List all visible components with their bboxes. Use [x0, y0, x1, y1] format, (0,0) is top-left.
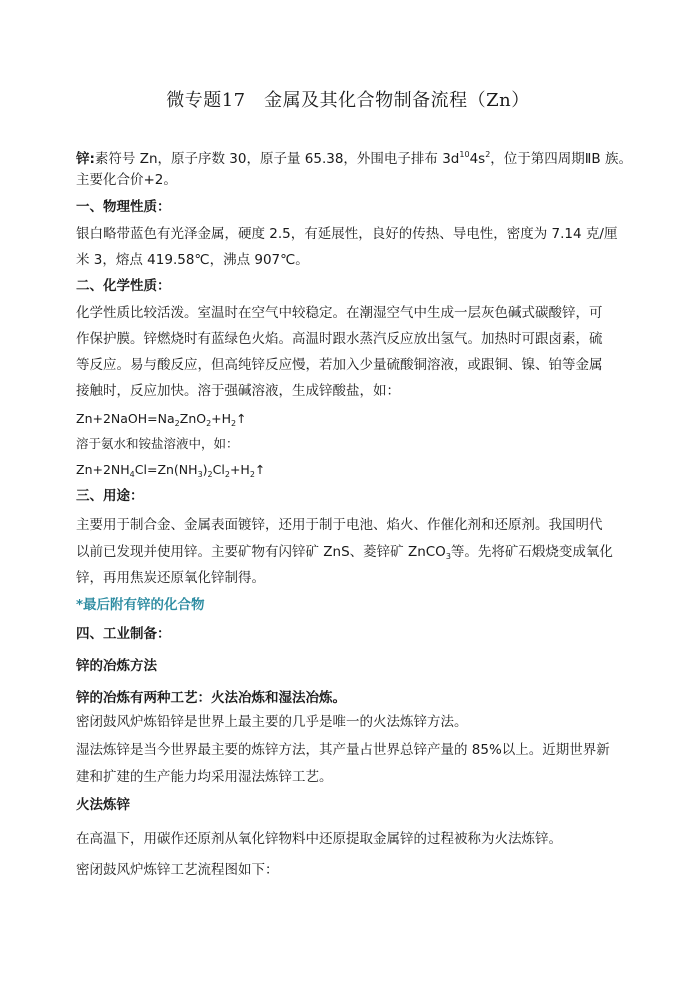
- smelting-line-3: 湿法炼锌是当今世界最主要的炼锌方法，其产量占世界总锌产量的 85%以上。近期世界新: [76, 742, 610, 758]
- chemical-line-5: 溶于氨水和铵盐溶液中，如：: [76, 436, 239, 451]
- subheading-smelting-methods: 锌的冶炼方法: [76, 658, 157, 674]
- chemical-line-4: 接触时，反应加快。溶于强碱溶液，生成锌酸盐，如：: [76, 383, 400, 399]
- chemical-line-2: 作保护膜。锌燃烧时有蓝绿色火焰。高温时跟水蒸汽反应放出氢气。加热时可跟卤素，硫: [76, 331, 603, 347]
- uses-line-3: 锌，再用焦炭还原氧化锌制得。: [76, 570, 265, 586]
- equation-nh4cl: $Zn+2NH_4Cl=Zn(NH_3)_2Cl_2+H_2↑$: [76, 462, 266, 479]
- uses-line-1: 主要用于制合金、金属表面镀锌，还用于制于电池、焰火、作催化剂和还原剂。我国明代: [76, 517, 603, 533]
- section-heading-physical: 一、物理性质：: [76, 199, 171, 215]
- chemical-line-3: 等反应。易与酸反应，但高纯锌反应慢，若加入少量硫酸铜溶液，或跟铜、镍、铂等金属: [76, 357, 603, 373]
- page-title: 微专题17 金属及其化合物制备流程（Zn）: [166, 90, 530, 111]
- pyro-line-2: 密闭鼓风炉炼锌工艺流程图如下：: [76, 862, 279, 878]
- smelting-line-2: 密闭鼓风炉炼铅锌是世界上最主要的几乎是唯一的火法炼锌方法。: [76, 714, 468, 730]
- pyro-line-1: 在高温下，用碳作还原剂从氧化锌物料中还原提取金属锌的过程被称为火法炼锌。: [76, 831, 562, 847]
- chemical-line-1: 化学性质比较活泼。室温时在空气中较稳定。在潮湿空气中生成一层灰色碱式碳酸锌，可: [76, 305, 603, 321]
- section-heading-uses: 三、用途：: [76, 488, 144, 504]
- smelting-line-4: 建和扩建的生产能力均采用湿法炼锌工艺。: [76, 769, 333, 785]
- physical-line-2: 米 3，熔点 419.58℃，沸点 907℃。: [76, 252, 309, 268]
- element-label: 锌:: [76, 151, 95, 167]
- section-heading-industrial: 四、工业制备：: [76, 626, 171, 642]
- subheading-pyrometallurgy: 火法炼锌: [76, 797, 130, 813]
- section-heading-chemical: 二、化学性质：: [76, 278, 171, 294]
- appendix-note: *最后附有锌的化合物: [76, 597, 205, 613]
- physical-line-1: 银白略带蓝色有光泽金属，硬度 2.5，有延展性，良好的传热、导电性，密度为 7.14 克/厘: [76, 226, 618, 242]
- smelting-line-1: 锌的冶炼有两种工艺：火法冶炼和湿法冶炼。: [76, 690, 346, 706]
- intro-line-2: 主要化合价+2。: [76, 172, 177, 188]
- uses-line-2: 以前已发现并使用锌。主要矿物有闪锌矿 ZnS、菱锌矿 ZnCO$_3$等。先将矿石煅烧变成氧化: [76, 544, 613, 561]
- equation-naoh: $Zn+2NaOH=Na_2ZnO_2+H_2↑$: [76, 411, 247, 428]
- intro-line-1: 锌:素符号 Zn，原子序数 30，原子量 65.38，外围电子排布 $3d^{10}4s^2$，位于第四周期ⅡB 族。: [76, 150, 632, 167]
